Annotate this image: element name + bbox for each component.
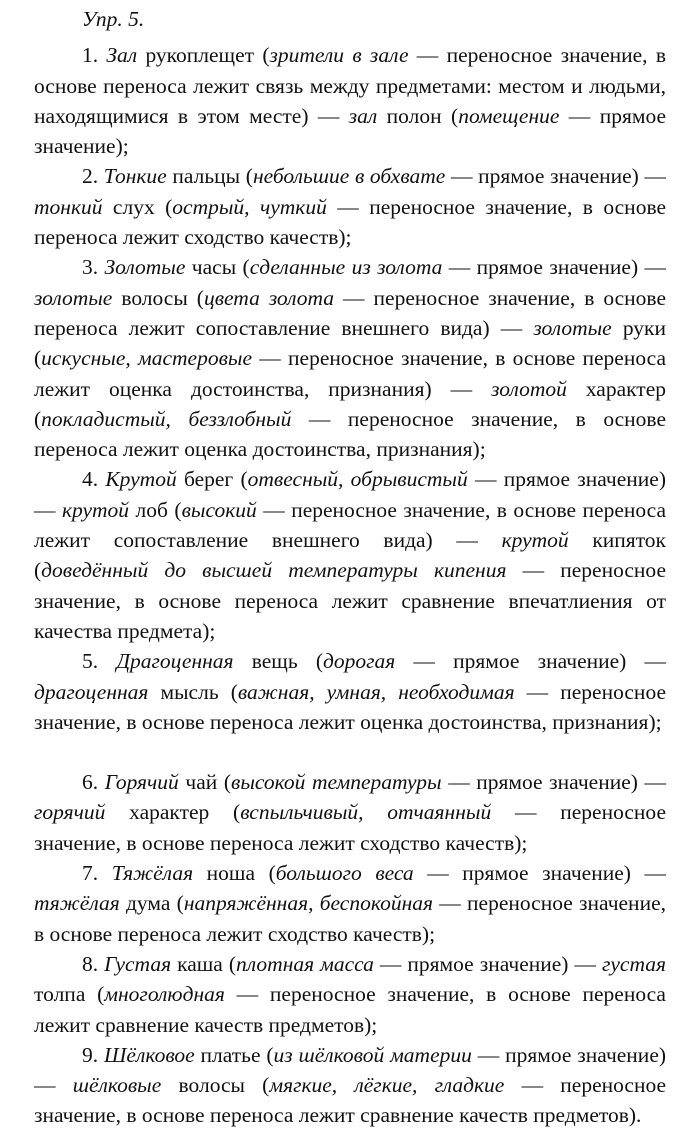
exercise-item (34, 1040, 666, 1131)
exercise-item (34, 252, 666, 464)
italic-term: зал (348, 103, 378, 128)
italic-term: зрители в зале (269, 43, 409, 68)
plain-text: — переносное значение, в основе переноса лежит сравнение впечатлиения от качества предмета); (34, 558, 666, 643)
plain-text: — переносное значение, в основе переноса лежит сходство качеств); (34, 194, 667, 250)
plain-text: 1. (82, 43, 107, 68)
italic-term: Драгоценная (116, 649, 234, 674)
italic-term: искусные, мастеровые (41, 346, 253, 371)
plain-text: — переносное значение, в основе переноса лежит сравнение качеств предметов); (34, 982, 666, 1037)
italic-term: шёлковые (72, 1073, 162, 1098)
italic-term: драгоценная (34, 679, 149, 704)
plain-text: — переносное значение, в основе переноса лежит связь между предметами: местом и людьми, находящимися в этом месте) — (34, 43, 666, 128)
plain-text: 6. (82, 770, 105, 795)
plain-text: волосы ( (112, 285, 204, 310)
plain-text: каша ( (171, 951, 237, 976)
plain-text: — прямое значение) — (441, 770, 667, 795)
exercise-item (34, 161, 666, 252)
italic-term: многолюдная (104, 982, 225, 1007)
italic-term: Шёлковое (104, 1042, 195, 1067)
exercise-heading: Упр. 5. (82, 7, 145, 31)
plain-text: волосы ( (161, 1073, 270, 1098)
plain-text: мысль ( (148, 679, 238, 704)
italic-term: из шёлковой материи (273, 1042, 472, 1067)
italic-term: Зал (106, 43, 138, 68)
italic-term: острый, чуткий (172, 194, 327, 219)
italic-term: Горячий (104, 770, 179, 795)
plain-text: характер ( (34, 376, 666, 431)
plain-text: пальцы ( (166, 164, 253, 189)
italic-term: Тонкие (103, 164, 167, 189)
plain-text: — переносное значение, в основе переноса лежит оценка достоинства, признания); (34, 679, 666, 734)
plain-text: 3. (82, 255, 105, 280)
italic-term: Золотые (104, 255, 186, 280)
italic-term: Тяжёлая (111, 861, 194, 886)
plain-text: — переносное значение, в основе переноса лежит оценка достоинства, признания); (34, 406, 666, 462)
plain-text: руки ( (34, 315, 667, 371)
plain-text: — переносное значение, в основе переноса лежит сравнение качеств предметов). (34, 1073, 667, 1128)
italic-term: золотые (533, 315, 612, 340)
plain-text: толпа ( (34, 982, 105, 1007)
italic-term: цвета золота (203, 285, 335, 310)
italic-term: напряжённая, беспокойная (183, 891, 433, 916)
exercise-item (34, 949, 666, 1040)
plain-text: — прямое значение) — (34, 1042, 667, 1098)
plain-text: вещь ( (233, 649, 323, 674)
italic-term: небольшие в обхвате (252, 164, 446, 189)
italic-term: мягкие, лёгкие, гладкие (269, 1073, 505, 1098)
italic-term: помещение (458, 103, 560, 128)
plain-text: рукоплещет ( (137, 43, 270, 68)
plain-text: — прямое значение) — (442, 255, 666, 280)
plain-text: 9. (82, 1042, 104, 1067)
plain-text: — прямое значение) — (395, 649, 667, 674)
exercise-item (34, 858, 666, 949)
plain-text: 4. (82, 467, 106, 492)
italic-term: тонкий (34, 194, 103, 219)
italic-term: плотная масса (236, 951, 374, 976)
plain-text: — переносное значение, в основе переноса лежит сходство качеств); (34, 800, 666, 855)
exercise-item (34, 40, 666, 161)
plain-text: — прямое значение) — (445, 164, 666, 189)
italic-term: крутой (501, 528, 569, 553)
italic-term: вспыльчивый, отчаянный (240, 800, 492, 825)
exercise-items (34, 40, 666, 1130)
italic-term: сделанные из золота (249, 255, 443, 280)
plain-text: дума ( (119, 891, 184, 916)
italic-term: Густая (104, 951, 172, 976)
italic-term: Крутой (105, 467, 177, 492)
italic-term: отвесный, обрывистый (247, 467, 468, 492)
italic-term: густая (602, 951, 667, 976)
plain-text: берег ( (176, 467, 248, 492)
plain-text: полон ( (377, 103, 459, 128)
plain-text: кипяток ( (34, 528, 667, 583)
italic-term: тяжёлая (34, 891, 120, 916)
italic-term: доведённый до высшей температуры кипения (41, 558, 507, 583)
italic-term: высокий (181, 497, 257, 522)
plain-text: — переносное значение, в основе переноса лежит сопоставление внешнего вида) — (34, 497, 667, 553)
plain-text: ноша ( (193, 861, 276, 886)
plain-text: — переносное значение, в основе переноса лежит сопоставление внешнего вида) — (34, 285, 666, 340)
italic-term: золотой (491, 376, 567, 401)
plain-text: лоб ( (129, 497, 182, 522)
italic-term: крутой (61, 497, 130, 522)
plain-text: — переносное значение, в основе переноса лежит сходство качеств); (34, 891, 666, 946)
plain-text: — прямое значение) — (413, 861, 666, 886)
plain-text: — прямое значение); (34, 103, 666, 159)
plain-text: 2. (82, 164, 104, 189)
italic-term: покладистый, беззлобный (41, 406, 292, 431)
plain-text: платье ( (194, 1042, 274, 1067)
plain-text: чай ( (178, 770, 232, 795)
plain-text: характер ( (105, 800, 241, 825)
italic-term: высокой температуры (231, 770, 442, 795)
italic-term: золотые (34, 285, 113, 310)
plain-text: 7. (82, 861, 112, 886)
plain-text: 5. (82, 649, 117, 674)
italic-term: важная, умная, необходимая (237, 679, 515, 704)
exercise-item (34, 464, 666, 646)
exercise-item (34, 767, 666, 858)
plain-text: — переносное значение, в основе переноса лежит оценка достоинства, признания) — (34, 346, 666, 401)
plain-text: 8. (82, 951, 105, 976)
plain-text: слух ( (102, 194, 173, 219)
plain-text: — прямое значение) — (34, 467, 666, 522)
plain-text: часы ( (185, 255, 250, 280)
italic-term: большого веса (275, 861, 414, 886)
exercise-item (34, 646, 666, 737)
italic-term: дорогая (322, 649, 396, 674)
italic-term: горячий (34, 800, 106, 825)
plain-text: — прямое значение) — (373, 951, 602, 976)
